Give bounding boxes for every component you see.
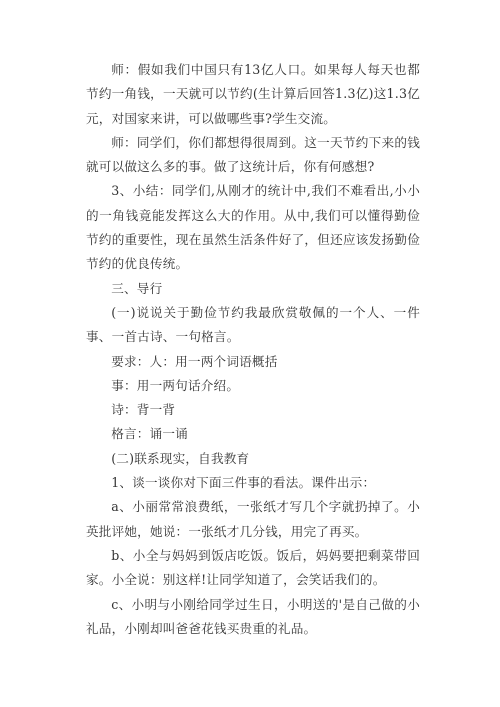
paragraph-case-a: a、小丽常常浪费纸，一张纸才写几个字就扔掉了。小英批评她，她说：一张纸才几分钱，用完了再买。 (86, 499, 420, 539)
paragraph-requirement-motto: 格言：诵一诵 (111, 426, 188, 442)
paragraph-requirement-poem: 诗：背一背 (111, 402, 176, 418)
paragraph-activity-one: (一)说说关于勤俭节约我最欣赏敬佩的一个人、一件事、一首古诗、一句格言。 (86, 304, 420, 345)
paragraph-requirement-person: 要求：人：用一两个词语概括 (111, 353, 278, 369)
paragraph-discussion-prompt: 1、谈一谈你对下面三件事的看法。课件出示： (111, 475, 376, 491)
section-heading-guidance: 三、导行 (111, 280, 163, 296)
paragraph-teacher-reflection: 师：同学们，你们都想得很周到。这一天节约下来的钱就可以做这么多的事。做了这统计后，你有何感想? (86, 134, 420, 175)
paragraph-activity-two: (二)联系现实，自我教育 (111, 450, 250, 466)
paragraph-case-c: c、小明与小刚给同学过生日，小明送的'是自己做的小礼品，小刚却叫爸爸花钱买贵重的礼品。 (86, 596, 420, 636)
paragraph-teacher-question: 师：假如我们中国只有13亿人口。如果每人每天也都节约一角钱，一天就可以节约(生计算后回答1.3亿)这1.3亿元，对国家来讲，可以做哪些事?学生交流。 (86, 62, 420, 126)
paragraph-summary: 3、小结：同学们,从刚才的统计中,我们不难看出,小小的一角钱竟能发挥这么大的作用。从中,我们可以懂得勤俭节约的重要性，现在虽然生活条件好了，但还应该发扬勤俭节约的优良传统。 (86, 183, 420, 272)
document-body (86, 58, 420, 641)
paragraph-case-b: b、小全与妈妈到饭店吃饭。饭后，妈妈要把剩菜带回家。小全说：别这样!让同学知道了，会笑话我们的。 (86, 547, 420, 588)
paragraph-requirement-event: 事：用一两句话介绍。 (111, 377, 240, 393)
